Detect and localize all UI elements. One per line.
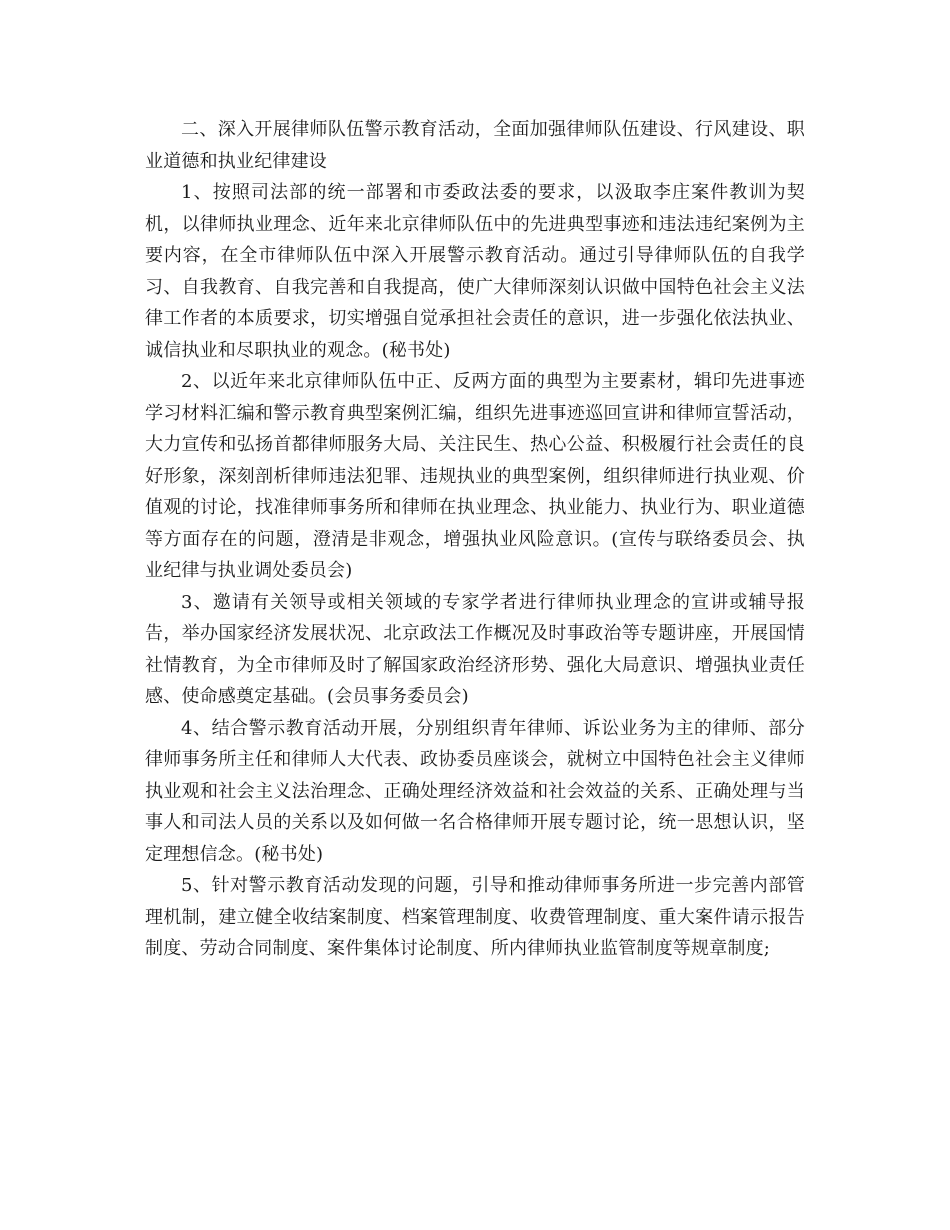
section-heading: 二、深入开展律师队伍警示教育活动，全面加强律师队伍建设、行风建设、职业道德和执业纪律建设: [145, 119, 805, 172]
paragraph-item-2: 2、以近年来北京律师队伍中正、反两方面的典型为主要素材，辑印先进事迹学习材料汇编和警示教育典型案例汇编，组织先进事迹巡回宣讲和律师宣誓活动，大力宣传和弘扬首都律师服务大局、关注民生、热心公益、积极履行社会责任的良好形象，深刻剖析律师违法犯罪、违规执业的典型案例，组织律师进行执业观、价值观的讨论，找准律师事务所和律师在执业理念、执业能力、执业行为、职业道德等方面存在的问题，澄清是非观念，增强执业风险意识。(宣传与联络委员会、执业纪律与执业调处委员会): [145, 371, 805, 581]
paragraph-item-4: 4、结合警示教育活动开展，分别组织青年律师、诉讼业务为主的律师、部分律师事务所主任和律师人大代表、政协委员座谈会，就树立中国特色社会主义律师执业观和社会主义法治理念、正确处理经济效益和社会效益的关系、正确处理与当事人和司法人员的关系以及如何做一名合格律师开展专题讨论，统一思想认识，坚定理想信念。(秘书处): [145, 717, 805, 865]
paragraph-item-5: 5、针对警示教育活动发现的问题，引导和推动律师事务所进一步完善内部管理机制，建立健全收结案制度、档案管理制度、收费管理制度、重大案件请示报告制度、劳动合同制度、案件集体讨论制度、所内律师执业监管制度等规章制度;: [145, 875, 805, 959]
paragraph-item-3: 3、邀请有关领导或相关领域的专家学者进行律师执业理念的宣讲或辅导报告，举办国家经济发展状况、北京政法工作概况及时事政治等专题讲座，开展国情社情教育，为全市律师及时了解国家政治经济形势、强化大局意识、增强执业责任感、使命感奠定基础。(会员事务委员会): [145, 591, 805, 707]
paragraph-item-1: 1、按照司法部的统一部署和市委政法委的要求，以汲取李庄案件教训为契机，以律师执业理念、近年来北京律师队伍中的先进典型事迹和违法违纪案例为主要内容，在全市律师队伍中深入开展警示教育活动。通过引导律师队伍的自我学习、自我教育、自我完善和自我提高，使广大律师深刻认识做中国特色社会主义法律工作者的本质要求，切实增强自觉承担社会责任的意识，进一步强化依法执业、诚信执业和尽职执业的观念。(秘书处): [145, 182, 805, 361]
document-body: [145, 114, 805, 965]
